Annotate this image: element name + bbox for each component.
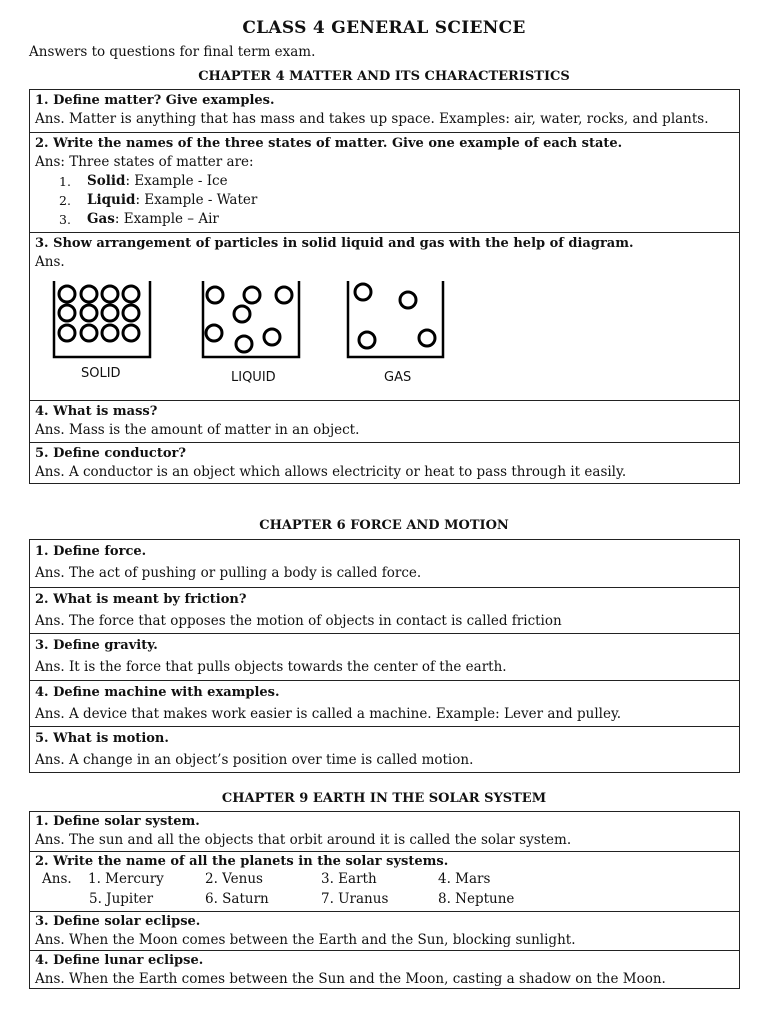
planet-item: 2. Venus (205, 871, 263, 887)
planet-item: 4. Mars (438, 871, 491, 887)
chapter6-q1-row (30, 540, 739, 587)
chapter9-q4-row (30, 950, 739, 989)
chapter4-heading: CHAPTER 4 MATTER AND ITS CHARACTERISTICS (198, 69, 570, 84)
planet-item: 8. Neptune (438, 891, 515, 907)
chapter6-q3-row (30, 633, 739, 680)
liquid-label: LIQUID (231, 370, 276, 385)
state-example: : Example - Water (135, 192, 258, 208)
planet-item: 1. Mercury (88, 871, 164, 887)
answer-text: Ans. When the Moon comes between the Earth and the Sun, blocking sunlight. (35, 932, 576, 948)
list-number: 1. (59, 174, 71, 189)
planet-item: 7. Uranus (321, 891, 389, 907)
chapter6-table (29, 539, 740, 773)
planet-item: 3. Earth (321, 871, 377, 887)
chapter6-q4-row (30, 680, 739, 726)
chapter4-q4-row (30, 400, 739, 442)
gas-label: GAS (384, 370, 412, 385)
chapter4-table (29, 89, 740, 484)
state-name: Liquid (87, 192, 136, 208)
list-number: 2. (59, 193, 71, 208)
answer-text: Ans. The sun and all the objects that orbit around it is called the solar system. (35, 832, 572, 848)
chapter6-q2-row (30, 587, 739, 633)
question-text: 1. Define matter? Give examples. (35, 93, 275, 108)
chapter6-q5-row (30, 726, 739, 773)
question-text: 1. Define force. (35, 544, 147, 559)
planets-row-1 (35, 871, 734, 891)
question-text: 2. What is meant by friction? (35, 592, 247, 607)
answer-text: Ans. Matter is anything that has mass and takes up space. Examples: air, water, rocks, and plants. (35, 111, 709, 127)
chapter9-table (29, 811, 740, 989)
answer-text: Ans. It is the force that pulls objects towards the center of the earth. (35, 659, 507, 675)
answer-text: Ans. Mass is the amount of matter in an object. (35, 422, 360, 438)
chapter4-q1-row (30, 90, 739, 132)
list-number: 3. (59, 212, 71, 227)
list-item (35, 191, 734, 210)
gas-particles (355, 284, 435, 348)
chapter9-q3-row (30, 911, 739, 950)
answer-text: Ans. When the Earth comes between the Sun and the Moon, casting a shadow on the Moon. (35, 971, 666, 987)
question-text: 1. Define solar system. (35, 814, 200, 829)
chapter9-q2-row (30, 851, 739, 911)
answer-text: Ans: Three states of matter are: (35, 154, 254, 170)
chapter6-heading: CHAPTER 6 FORCE AND MOTION (259, 518, 509, 533)
state-example: : Example - Ice (125, 173, 228, 189)
chapter4-q2-row (30, 132, 739, 232)
state-name: Gas (87, 211, 115, 227)
chapter9-q1-row (30, 812, 739, 851)
state-example: : Example – Air (114, 211, 219, 227)
answer-text: Ans. A device that makes work easier is called a machine. Example: Lever and pulley. (35, 706, 622, 722)
question-text: 2. Write the name of all the planets in the solar systems. (35, 854, 449, 869)
question-text: 3. Define gravity. (35, 638, 158, 653)
question-text: 4. What is mass? (35, 404, 158, 419)
question-text: 3. Define solar eclipse. (35, 914, 201, 929)
page-title: CLASS 4 GENERAL SCIENCE (242, 18, 526, 38)
question-text: 5. What is motion. (35, 731, 169, 746)
planet-item: 6. Saturn (205, 891, 269, 907)
answer-text: Ans. A conductor is an object which allows electricity or heat to pass through it easily. (35, 464, 627, 480)
page-subtitle: Answers to questions for final term exam. (29, 44, 316, 60)
chapter4-q3-row (30, 232, 739, 400)
answer-text: Ans. A change in an object’s position over time is called motion. (35, 752, 474, 768)
list-item (35, 210, 734, 229)
chapter9-heading: CHAPTER 9 EARTH IN THE SOLAR SYSTEM (221, 791, 547, 806)
answer-prefix: Ans. (42, 871, 72, 887)
answer-text: Ans. The act of pushing or pulling a body is called force. (35, 565, 422, 581)
question-text: 4. Define machine with examples. (35, 685, 280, 700)
question-text: 3. Show arrangement of particles in solid liquid and gas with the help of diagram. (35, 236, 634, 251)
question-text: 2. Write the names of the three states of matter. Give one example of each state. (35, 136, 623, 151)
answer-text: Ans. (35, 254, 65, 270)
question-text: 4. Define lunar eclipse. (35, 953, 204, 968)
chapter4-q5-row (30, 442, 739, 484)
planets-row-2 (35, 891, 734, 911)
list-item (35, 172, 734, 191)
solid-particles (59, 286, 139, 341)
liquid-particles (206, 287, 292, 352)
state-name: Solid (87, 173, 126, 189)
planet-item: 5. Jupiter (89, 891, 154, 907)
answer-text: Ans. The force that opposes the motion of objects in contact is called friction (35, 613, 562, 629)
solid-label: SOLID (81, 366, 121, 381)
question-text: 5. Define conductor? (35, 446, 186, 461)
